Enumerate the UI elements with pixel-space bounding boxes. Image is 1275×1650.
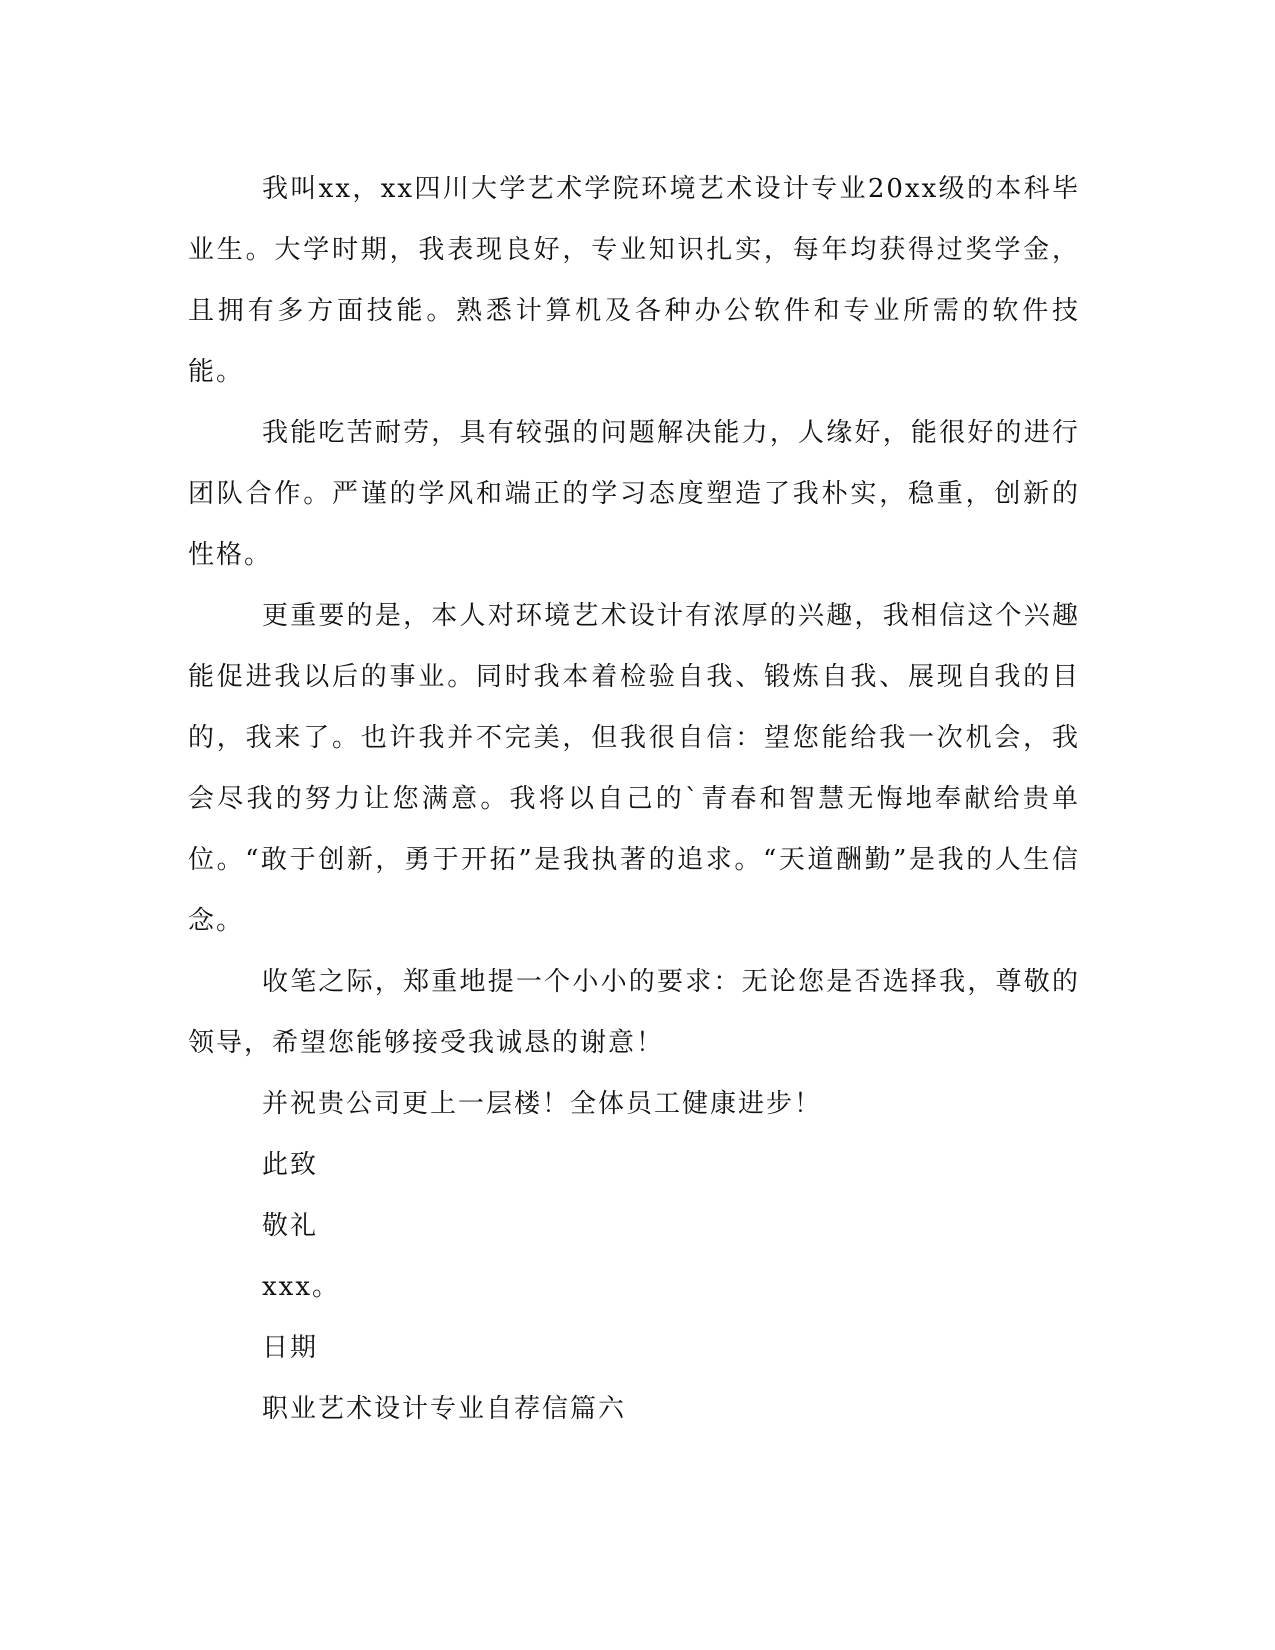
salutation-cizhi: 此致 — [262, 1150, 319, 1180]
salutation-jingli: 敬礼 — [262, 1211, 319, 1241]
signature: xxx。 — [262, 1272, 340, 1302]
paragraph-closing-request: 收笔之际，郑重地提一个小小的要求：无论您是否选择我，尊敬的领导，希望您能够接受我诚恳的谢意！ — [188, 967, 1080, 1058]
letter-body — [188, 159, 1080, 1440]
paragraph-introduction: 我叫xx，xx四川大学艺术学院环境艺术设计专业20xx级的本科毕业生。大学时期，我表现良好，专业知识扎实，每年均获得过奖学金，且拥有多方面技能。熟悉计算机及各种办公软件和专业所需的软件技能。 — [188, 174, 1080, 387]
closing-wish: 并祝贵公司更上一层楼！全体员工健康进步！ — [262, 1089, 823, 1119]
paragraph-motivation: 更重要的是，本人对环境艺术设计有浓厚的兴趣，我相信这个兴趣能促进我以后的事业。同时我本着检验自我、锻炼自我、展现自我的目的，我来了。也许我并不完美，但我很自信：望您能给我一次机会，我会尽我的努力让您满意。我将以自己的`青春和智慧无悔地奉献给贵单位。“敢于创新，勇于开拓”是我执著的追求。“天道酬勤”是我的人生信念。 — [188, 601, 1080, 936]
date-line: 日期 — [262, 1333, 319, 1363]
next-section-title: 职业艺术设计专业自荐信篇六 — [262, 1394, 627, 1424]
paragraph-abilities: 我能吃苦耐劳，具有较强的问题解决能力，人缘好，能很好的进行团队合作。严谨的学风和端正的学习态度塑造了我朴实，稳重，创新的性格。 — [188, 418, 1080, 570]
